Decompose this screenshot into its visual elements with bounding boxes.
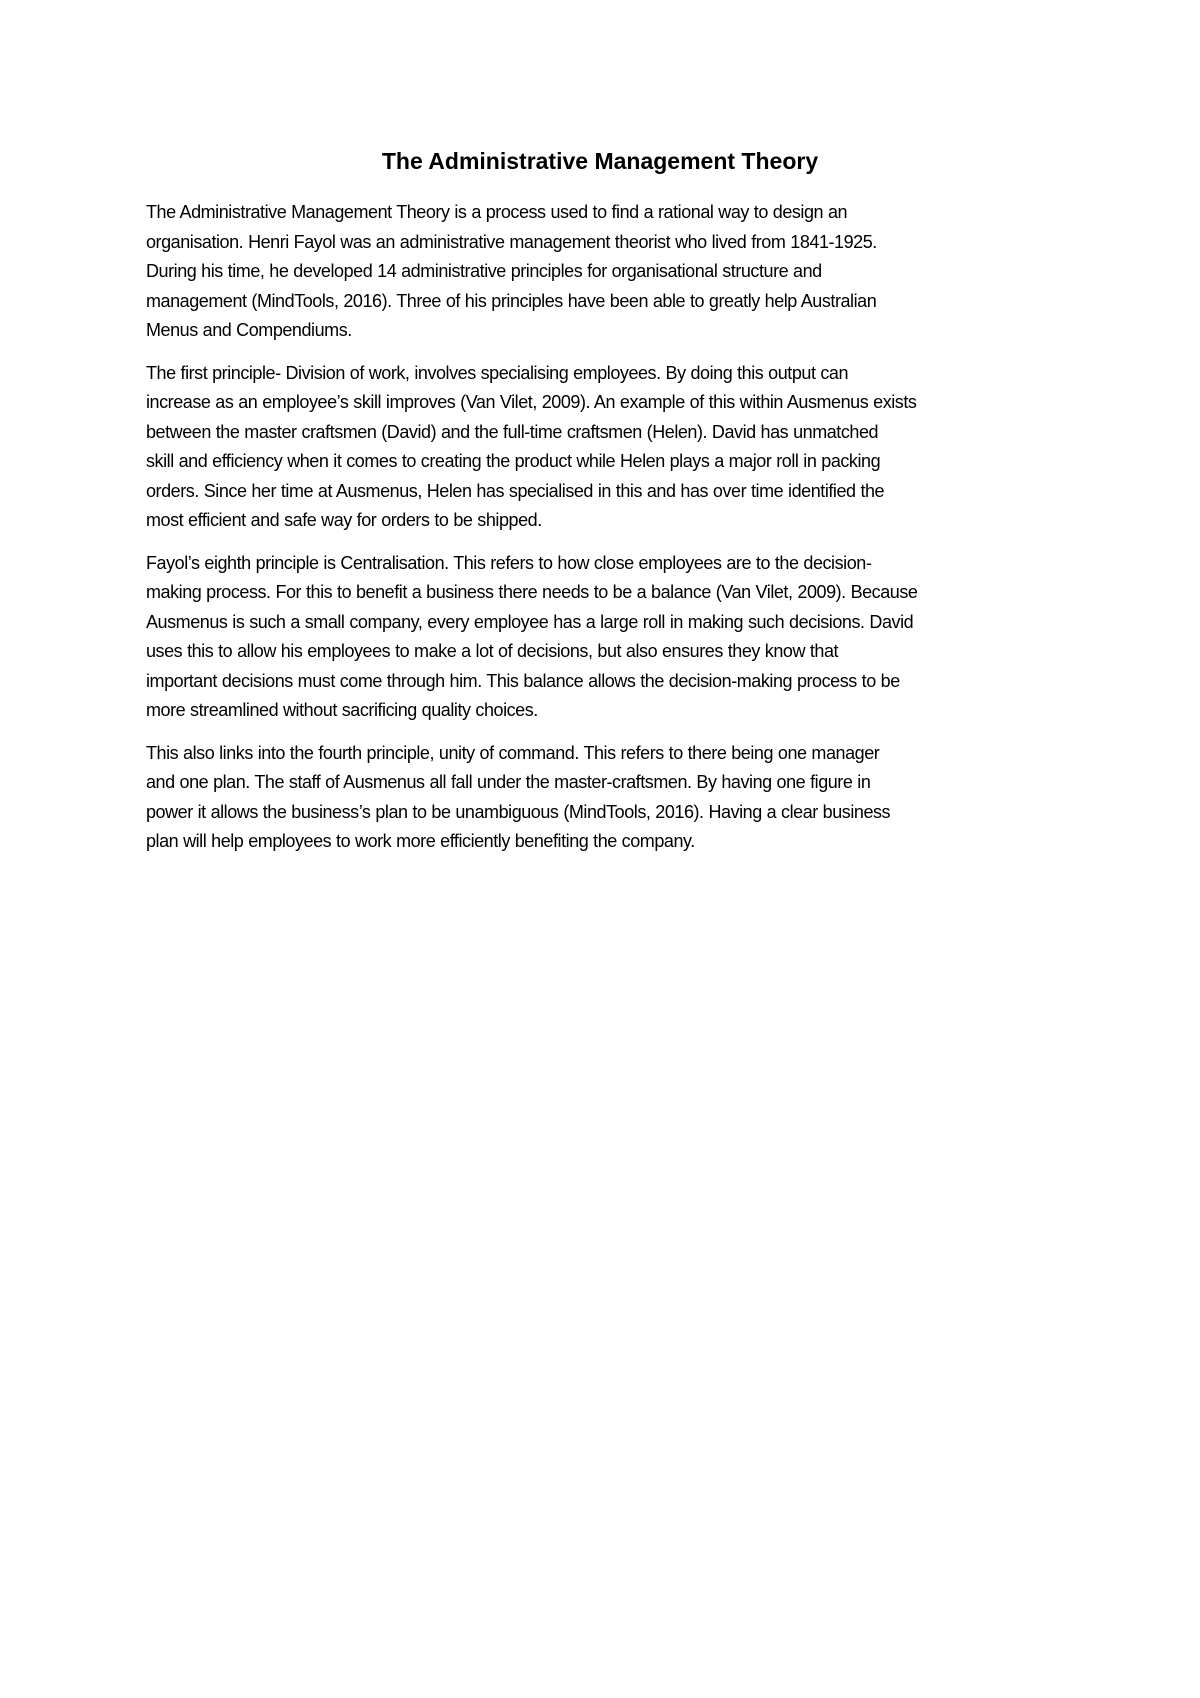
paragraph-centralisation — [146, 549, 1052, 726]
paragraph-division-of-work — [146, 359, 1052, 536]
paragraph-line: The first principle- Division of work, involves specialising employees. By doing this output can — [146, 362, 849, 383]
paragraph-unity-of-command — [146, 739, 1052, 857]
paragraph-line: and one plan. The staff of Ausmenus all fall under the master-craftsmen. By having one figure in — [146, 772, 871, 792]
paragraph-line: power it allows the business’s plan to be unambiguous (MindTools, 2016). Having a clear business — [146, 801, 891, 822]
paragraph-intro — [146, 198, 1052, 346]
paragraph-line: orders. Since her time at Ausmenus, Helen has specialised in this and has over time identified the — [146, 480, 885, 501]
paragraph-line: most efficient and safe way for orders to be shipped. — [146, 510, 542, 530]
paragraph-line: increase as an employee’s skill improves (Van Vilet, 2009). An example of this within Ausmenus exists — [146, 392, 917, 412]
paragraph-line: uses this to allow his employees to make a lot of decisions, but also ensures they know that — [146, 641, 839, 661]
paragraph-line: making process. For this to benefit a business there needs to be a balance (Van Vilet, 2009). Because — [146, 582, 918, 602]
paragraph-line: This also links into the fourth principle, unity of command. This refers to there being one manager — [146, 742, 880, 763]
paragraph-line: The Administrative Management Theory is a process used to find a rational way to design an — [146, 202, 848, 222]
document-body — [146, 198, 1052, 870]
paragraph-line: organisation. Henri Fayol was an administrative management theorist who lived from 1841-1925. — [146, 231, 877, 252]
paragraph-line: management (MindTools, 2016). Three of his principles have been able to greatly help Australian — [146, 290, 877, 311]
paragraph-line: between the master craftsmen (David) and the full-time craftsmen (Helen). David has unmatched — [146, 421, 879, 442]
paragraph-line: important decisions must come through him. This balance allows the decision-making process to be — [146, 670, 900, 691]
document-title: The Administrative Management Theory — [381, 148, 819, 174]
paragraph-line: Fayol’s eighth principle is Centralisation. This refers to how close employees are to the decision- — [146, 552, 872, 573]
paragraph-line: During his time, he developed 14 administrative principles for organisational structure and — [146, 261, 822, 281]
paragraph-line: plan will help employees to work more efficiently benefiting the company. — [146, 831, 695, 851]
paragraph-line: Ausmenus is such a small company, every employee has a large roll in making such decisions. David — [146, 611, 914, 632]
paragraph-line: skill and efficiency when it comes to creating the product while Helen plays a major roll in packing — [146, 451, 881, 471]
paragraph-line: more streamlined without sacrificing quality choices. — [146, 700, 538, 720]
paragraph-line: Menus and Compendiums. — [146, 320, 352, 340]
